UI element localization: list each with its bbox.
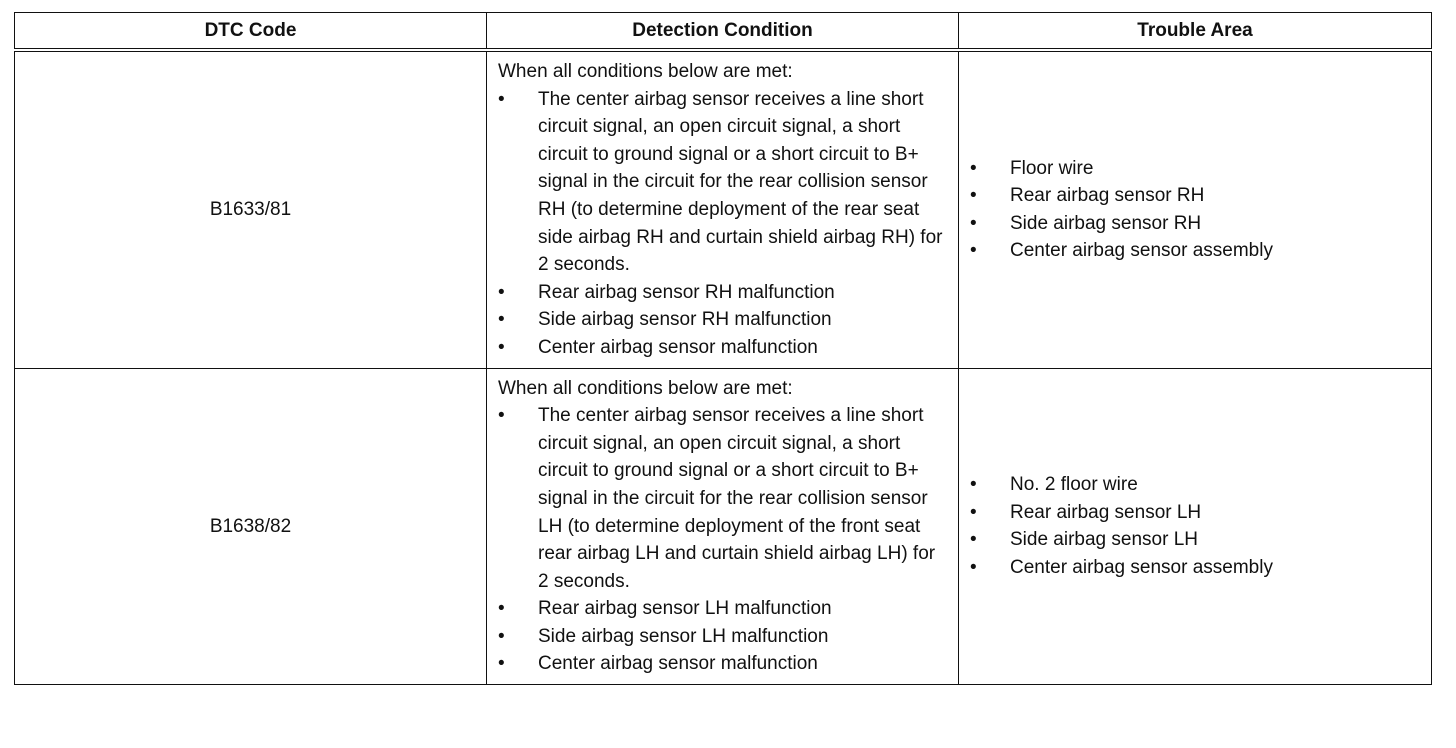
list-item (970, 210, 1421, 238)
condition-text: Rear airbag sensor LH malfunction (538, 598, 832, 620)
detection-condition-cell (487, 368, 959, 685)
bullet-icon: • (970, 556, 977, 578)
dtc-table (14, 12, 1432, 685)
area-text: Side airbag sensor LH (1010, 529, 1198, 551)
bullet-icon: • (970, 240, 977, 262)
dtc-code-cell: B1638/82 (15, 368, 487, 685)
condition-intro: When all conditions below are met: (498, 61, 793, 82)
list-item (498, 623, 948, 651)
trouble-area-list (970, 471, 1421, 581)
header-trouble-area: Trouble Area (959, 13, 1432, 51)
list-item (970, 182, 1421, 210)
bullet-icon: • (970, 212, 977, 234)
header-row (15, 13, 1432, 51)
condition-intro: When all conditions below are met: (498, 377, 793, 399)
list-item (498, 334, 948, 362)
bullet-icon: • (970, 185, 977, 207)
trouble-area-cell (959, 368, 1432, 685)
area-text: Rear airbag sensor RH (1010, 185, 1205, 207)
trouble-area-list (970, 155, 1421, 265)
condition-text: Center airbag sensor malfunction (538, 653, 818, 675)
detection-condition-cell (487, 50, 959, 368)
area-text: No. 2 floor wire (1010, 474, 1138, 496)
list-item (498, 595, 948, 623)
header-dtc-code: DTC Code (15, 13, 487, 51)
area-text: Side airbag sensor RH (1010, 212, 1202, 234)
list-item (970, 554, 1421, 582)
area-text: Center airbag sensor assembly (1010, 240, 1273, 262)
table-row (15, 50, 1432, 368)
bullet-icon: • (498, 625, 505, 647)
condition-text: Center airbag sensor malfunction (538, 336, 818, 358)
bullet-icon: • (498, 653, 505, 675)
list-item (970, 237, 1421, 265)
header-detection-condition: Detection Condition (487, 13, 959, 51)
bullet-icon: • (498, 88, 505, 110)
list-item (498, 86, 948, 279)
list-item (970, 526, 1421, 554)
bullet-icon: • (498, 336, 505, 358)
bullet-icon: • (970, 529, 977, 551)
condition-text: Side airbag sensor RH malfunction (538, 309, 832, 331)
trouble-area-cell (959, 50, 1432, 368)
bullet-icon: • (970, 474, 977, 496)
list-item (970, 155, 1421, 183)
condition-list (498, 86, 948, 362)
condition-text: The center airbag sensor receives a line short circuit signal, an open circuit signal, a short circuit to ground signal or a short circuit to B+ signal in the circuit for the rear collision sensor LH (to determine deployment of the front seat rear airbag LH and curtain shield airbag LH) for 2 seconds. (538, 405, 936, 592)
area-text: Floor wire (1010, 157, 1094, 179)
table-row (15, 368, 1432, 685)
bullet-icon: • (498, 309, 505, 331)
list-item (498, 279, 948, 307)
list-item (970, 471, 1421, 499)
list-item (498, 650, 948, 678)
bullet-icon: • (970, 501, 977, 523)
condition-text: Rear airbag sensor RH malfunction (538, 281, 835, 303)
list-item (970, 499, 1421, 527)
list-item (498, 306, 948, 334)
bullet-icon: • (970, 157, 977, 179)
condition-text: The center airbag sensor receives a line short circuit signal, an open circuit signal, a short circuit to ground signal or a short circuit to B+ signal in the circuit for the rear collision sensor RH (to determine deployment of the rear seat side airbag RH and curtain shield airbag RH) for 2 seconds. (538, 88, 943, 276)
dtc-code-cell: B1633/81 (15, 50, 487, 368)
bullet-icon: • (498, 281, 505, 303)
area-text: Rear airbag sensor LH (1010, 501, 1202, 523)
bullet-icon: • (498, 598, 505, 620)
condition-list (498, 402, 948, 678)
list-item (498, 402, 948, 595)
bullet-icon: • (498, 405, 505, 427)
area-text: Center airbag sensor assembly (1010, 556, 1273, 578)
condition-text: Side airbag sensor LH malfunction (538, 625, 829, 647)
